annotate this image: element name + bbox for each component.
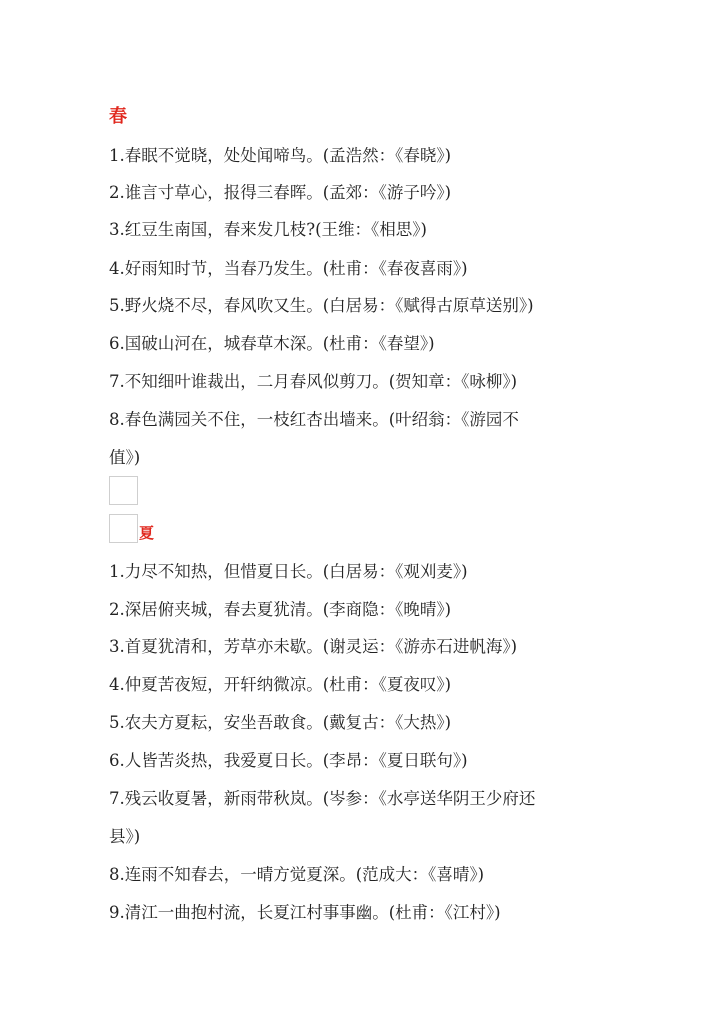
poem-line: 8.春色满园关不住，一枝红杏出墙来。(叶绍翁：《游园不 <box>109 410 519 429</box>
poem-line: 5.野火烧不尽，春风吹又生。(白居易：《赋得古原草送别》) <box>109 296 534 315</box>
poem-line-continuation: 县》) <box>109 827 141 846</box>
poem-line: 5.农夫方夏耘，安坐吾敢食。(戴复古：《大热》) <box>109 713 452 732</box>
poem-line-continuation: 值》) <box>109 448 141 467</box>
section-heading-spring: 春 <box>109 106 127 127</box>
poem-line: 4.好雨知时节，当春乃发生。(杜甫：《春夜喜雨》) <box>109 259 468 278</box>
poem-line: 1.力尽不知热，但惜夏日长。(白居易：《观刈麦》) <box>109 562 468 581</box>
empty-placeholder-box <box>109 476 138 505</box>
poem-line: 7.不知细叶谁裁出，二月春风似剪刀。(贺知章：《咏柳》) <box>109 372 518 391</box>
poem-line: 1.春眠不觉晓，处处闻啼鸟。(孟浩然：《春晓》) <box>109 146 452 165</box>
poem-line: 6.国破山河在，城春草木深。(杜甫：《春望》) <box>109 334 435 353</box>
poem-line: 2.深居俯夹城，春去夏犹清。(李商隐：《晚晴》) <box>109 600 452 619</box>
poem-line: 2.谁言寸草心，报得三春晖。(孟郊：《游子吟》) <box>109 183 452 202</box>
poem-line: 8.连雨不知春去，一晴方觉夏深。(范成大：《喜晴》) <box>109 865 485 884</box>
poem-line: 3.红豆生南国，春来发几枝?(王维：《相思》) <box>109 220 427 239</box>
poem-line: 9.清江一曲抱村流，长夏江村事事幽。(杜甫：《江村》) <box>109 903 501 922</box>
poem-line: 6.人皆苦炎热，我爱夏日长。(李昂：《夏日联句》) <box>109 751 468 770</box>
empty-placeholder-box <box>109 514 138 543</box>
poem-line: 3.首夏犹清和，芳草亦未歇。(谢灵运：《游赤石进帆海》) <box>109 637 518 656</box>
poem-line: 7.残云收夏暑，新雨带秋岚。(岑参：《水亭送华阴王少府还 <box>109 789 536 808</box>
section-heading-summer: 夏 <box>139 524 155 542</box>
poem-line: 4.仲夏苦夜短，开轩纳微凉。(杜甫：《夏夜叹》) <box>109 675 452 694</box>
